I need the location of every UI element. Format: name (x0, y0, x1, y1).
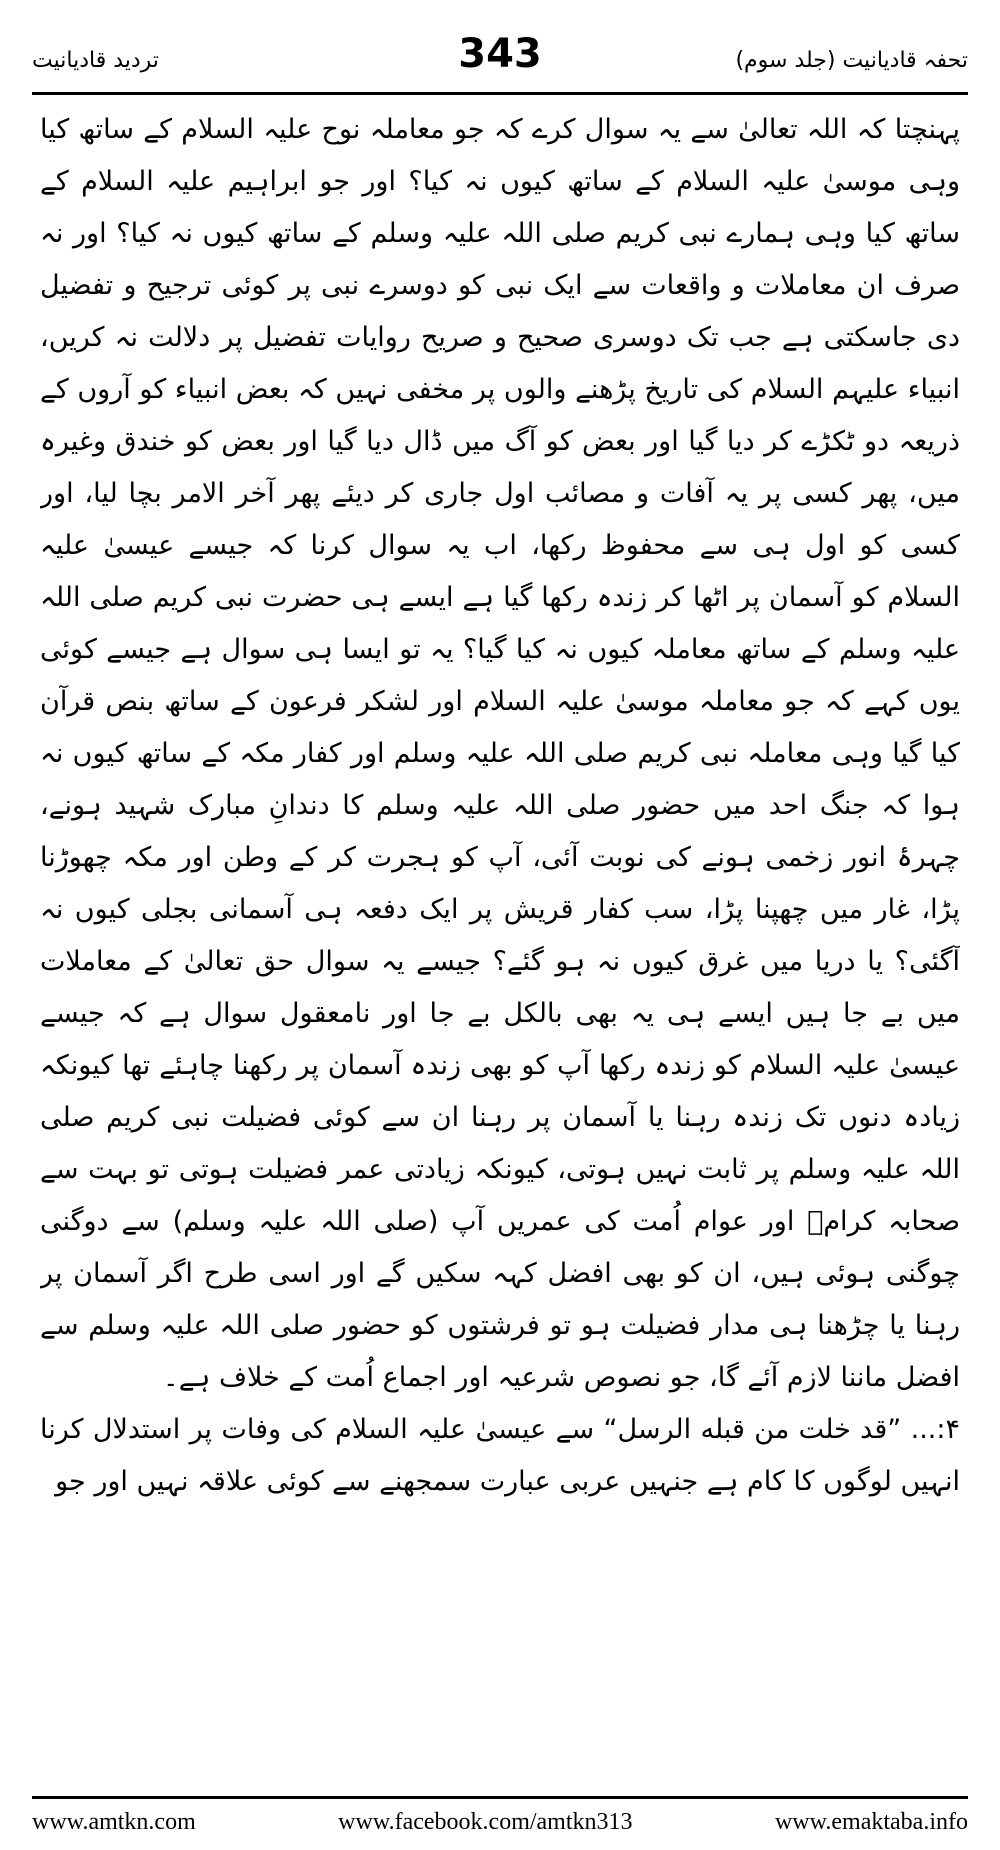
page-footer (32, 1806, 968, 1838)
footer-link-facebook[interactable]: www.facebook.com/amtkn313 (338, 1809, 633, 1835)
footer-link-amtkn[interactable]: www.amtkn.com (32, 1809, 196, 1835)
book-title: تحفہ قادیانیت (جلد سوم) (735, 48, 968, 73)
page-number: 343 (458, 31, 542, 77)
point-paragraph (40, 1404, 960, 1508)
page-body (40, 104, 960, 1784)
point-quote: ”قد خلت من قبله الرسل“ (603, 1414, 902, 1445)
main-paragraph: پہنچتا کہ اللہ تعالیٰ سے یہ سوال کرے کہ جو معاملہ نوح علیہ السلام کے ساتھ کیا وہی موسیٰ علیہ السلام کے ساتھ کیوں نہ کیا؟ اور جو ابراہیم علیہ السلام کے ساتھ کیا وہی ہمارے نبی کریم صلی اللہ علیہ وسلم کے ساتھ کیوں نہ کیا؟ اور نہ صرف ان معاملات و واقعات سے ایک نبی کو دوسرے نبی پر کوئی ترجیح و تفضیل دی جاسکتی ہے جب تک دوسری صحیح و صریح روایات تفضیل پر دلالت نہ کریں، انبیاء علیہم السلام کی تاریخ پڑھنے والوں پر مخفی نہیں کہ بعض انبیاء کو آروں کے ذریعہ دو ٹکڑے کر دیا گیا اور بعض کو آگ میں ڈال دیا گیا اور بعض کو خندق وغیرہ میں، پھر کسی پر یہ آفات و مصائب اول جاری کر دیئے پھر آخر الامر بچا لیا، اور کسی کو اول ہی سے محفوظ رکھا، اب یہ سوال کرنا کہ جیسے عیسیٰ علیہ السلام کو آسمان پر اٹھا کر زندہ رکھا گیا ہے ایسے ہی حضرت نبی کریم صلی اللہ علیہ وسلم کے ساتھ معاملہ کیوں نہ کیا گیا؟ یہ تو ایسا ہی سوال ہے جیسے کوئی یوں کہے کہ جو معاملہ موسیٰ علیہ السلام اور لشکر فرعون کے ساتھ بنص قرآن کیا گیا وہی معاملہ نبی کریم صلی اللہ علیہ وسلم اور کفار مکہ کے ساتھ کیوں نہ ہوا کہ جنگ احد میں حضور صلی اللہ علیہ وسلم کا دندانِ مبارک شہید ہونے، چہرۂ انور زخمی ہونے کی نوبت آئی، آپ کو ہجرت کر کے وطن اور مکہ چھوڑنا پڑا، غار میں چھپنا پڑا، سب کفار قریش پر ایک دفعہ ہی آسمانی بجلی کیوں نہ آگئی؟ یا دریا میں غرق کیوں نہ ہو گئے؟ جیسے یہ سوال حق تعالیٰ کے معاملات میں بے جا ہیں ایسے ہی یہ بھی بالکل بے جا اور نامعقول سوال ہے کہ جیسے عیسیٰ علیہ السلام کو زندہ رکھا آپ کو بھی زندہ آسمان پر رکھنا چاہئے تھا کیونکہ زیادہ دنوں تک زندہ رہنا یا آسمان پر رہنا ان سے کوئی فضیلت نبی کریم صلی اللہ علیہ وسلم پر ثابت نہیں ہوتی، کیونکہ زیادتی عمر فضیلت ہوتی تو بہت سے صحابہ کرامؓ اور عوام اُمت کی عمریں آپ (صلی اللہ علیہ وسلم) سے دوگنی چوگنی ہوئی ہیں، ان کو بھی افضل کہہ سکیں گے اور اسی طرح اگر آسمان پر رہنا یا چڑھنا ہی مدار فضیلت ہو تو فرشتوں کو حضور صلی اللہ علیہ وسلم سے افضل ماننا لازم آئے گا، جو نصوص شرعیہ اور اجماع اُمت کے خلاف ہے۔ (40, 114, 960, 1393)
header-divider (32, 92, 968, 95)
footer-link-emaktaba[interactable]: www.emaktaba.info (774, 1809, 968, 1835)
footer-divider (32, 1796, 968, 1799)
point-number: ۴:... (910, 1414, 960, 1445)
page-header (32, 30, 968, 92)
section-title: تردید قادیانیت (32, 48, 159, 73)
point-text: سے عیسیٰ علیہ السلام کی وفات پر استدلال کرنا انہیں لوگوں کا کام ہے جنہیں عربی عبارت سمجھنے سے کوئی علاقہ نہیں اور جو (40, 1414, 960, 1497)
